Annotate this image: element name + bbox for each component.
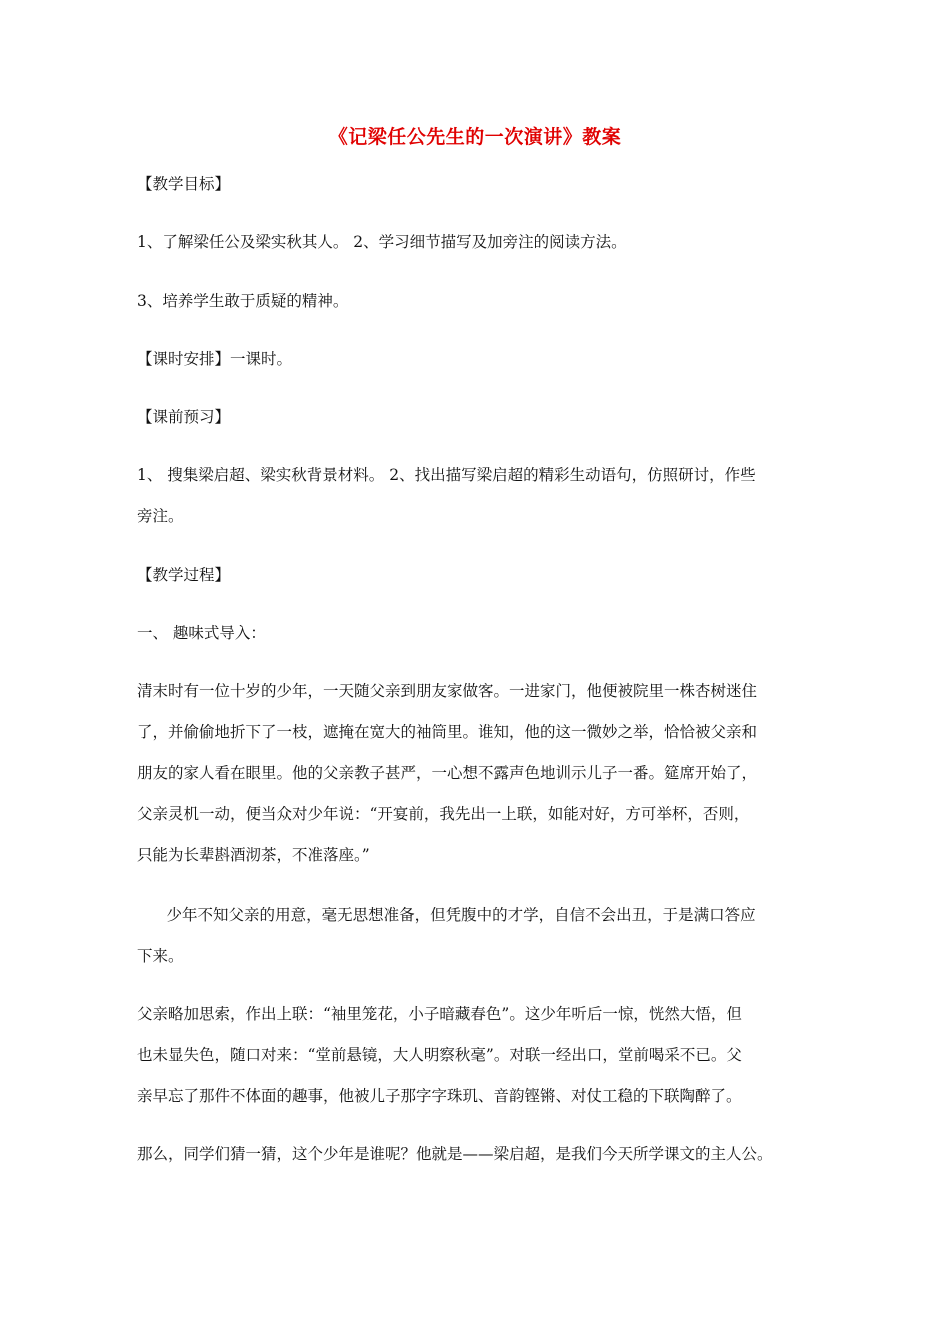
story-line: 父亲略加思索，作出上联：“袖里笼花，小子暗藏春色”。这少年听后一惊，恍然大悟，但 [137, 1005, 742, 1023]
story-paragraph-1 [137, 671, 827, 876]
heading-preview: 【课前预习】 [137, 408, 231, 426]
preview-line: 旁注。 [137, 507, 184, 525]
preview-line: 1、 搜集梁启超、梁实秋背景材料。 2、找出描写梁启超的精彩生动语句，仿照研讨，作些 [137, 466, 756, 484]
story-paragraph-3 [137, 994, 827, 1117]
story-line: 只能为长辈斟酒沏茶，不准落座。” [137, 846, 370, 864]
story-line: 下来。 [137, 947, 184, 965]
section-heading-intro: 一、 趣味式导入： [137, 624, 266, 642]
story-line: 清末时有一位十岁的少年，一天随父亲到朋友家做客。一进家门，他便被院里一株杏树迷住 [137, 682, 758, 700]
goals-line-2: 3、培养学生敢于质疑的精神。 [137, 292, 349, 310]
document-title: 《记梁任公先生的一次演讲》教案 [328, 126, 622, 148]
story-line: 也未显失色，随口对来：“堂前悬镜，大人明察秋毫”。对联一经出口，堂前喝采不已。父 [137, 1046, 742, 1064]
story-line: 父亲灵机一动，便当众对少年说：“开宴前，我先出一上联，如能对好，方可举杯，否则， [137, 805, 750, 823]
preview-paragraph [137, 455, 827, 537]
heading-teaching-process: 【教学过程】 [137, 566, 231, 584]
story-line: 亲早忘了那件不体面的趣事，他被儿子那字字珠玑、音韵铿锵、对仗工稳的下联陶醉了。 [137, 1087, 742, 1105]
story-paragraph-2 [137, 895, 827, 977]
story-paragraph-4: 那么，同学们猜一猜，这个少年是谁呢？他就是——梁启超，是我们今天所学课文的主人公。 [137, 1145, 773, 1163]
story-line: 了，并偷偷地折下了一枝，遮掩在宽大的袖筒里。谁知，他的这一微妙之举，恰恰被父亲和 [137, 723, 758, 741]
story-line: 朋友的家人看在眼里。他的父亲教子甚严，一心想不露声色地训示儿子一番。筵席开始了， [137, 764, 758, 782]
story-line: 少年不知父亲的用意，毫无思想准备，但凭腹中的才学，自信不会出丑，于是满口答应 [137, 906, 756, 924]
goals-line-1: 1、了解梁任公及梁实秋其人。 2、学习细节描写及加旁注的阅读方法。 [137, 233, 627, 251]
heading-teaching-goals: 【教学目标】 [137, 175, 231, 193]
schedule-line: 【课时安排】一课时。 [137, 350, 293, 368]
